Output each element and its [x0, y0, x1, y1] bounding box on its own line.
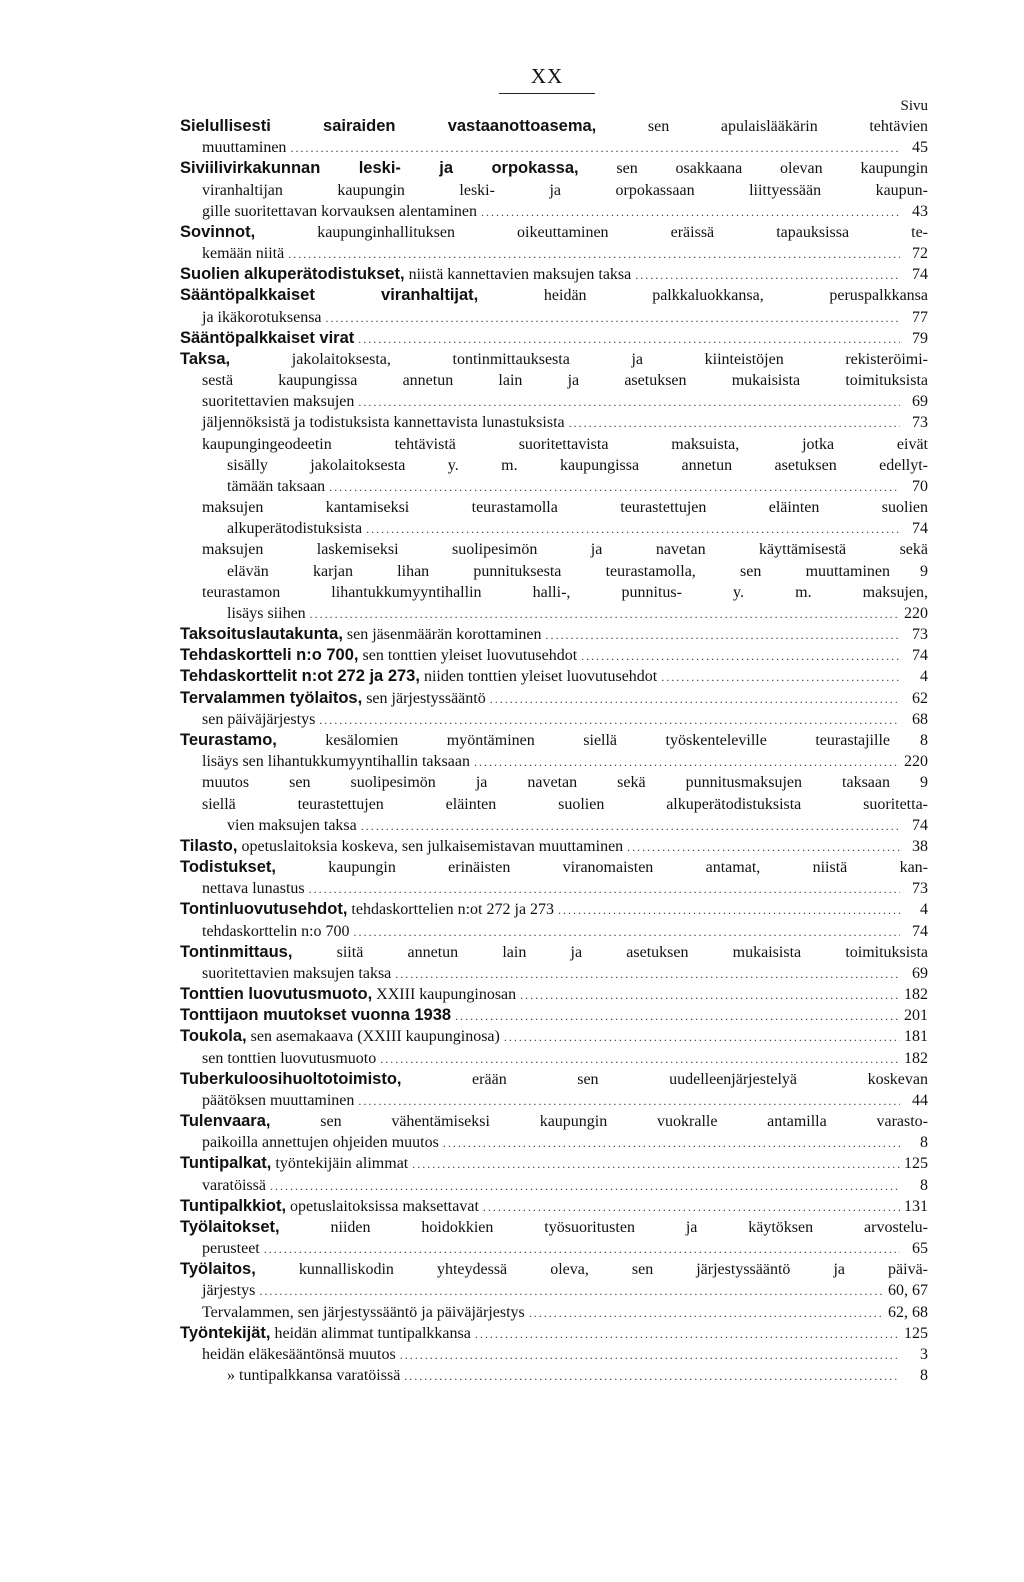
index-entry-text [202, 751, 470, 772]
index-entry-description: sen tonttien luovutusmuoto [202, 1049, 377, 1067]
dot-leader [380, 1049, 900, 1070]
index-headword: Tervalammen työlaitos, [180, 688, 363, 707]
index-entry-description: opetuslaitoksissa maksettavat [286, 1197, 479, 1215]
page-reference: 65 [912, 1240, 928, 1258]
dot-leader [546, 625, 901, 646]
index-headword: Työntekijät, [180, 1323, 271, 1342]
page-reference: 73 [912, 414, 928, 432]
index-headword: Sovinnot, [180, 222, 256, 241]
index-line [180, 1344, 928, 1365]
index-line [180, 1090, 928, 1111]
dot-leader [288, 244, 900, 265]
index-line [180, 1005, 928, 1026]
index-entry-description: kaupungingeodeetin tehtävistä suoritettavista maksuista, jotka eivät [202, 435, 928, 453]
index-line [180, 1238, 928, 1259]
index-line [180, 137, 928, 158]
index-entry-text [180, 899, 554, 920]
index-line [180, 264, 928, 285]
index-line [180, 539, 928, 560]
index-entry-description: sen tonttien yleiset luovutusehdot [358, 647, 578, 665]
index-line [180, 815, 928, 836]
page-reference: 38 [912, 837, 928, 855]
index-entry-text [180, 857, 928, 878]
page-reference: 8 [920, 731, 928, 749]
index-line [180, 1217, 928, 1238]
index-entry-description: teurastamon lihantukkumyyntihallin halli-, punnitus- y. m. maksujen, [202, 583, 928, 601]
dot-leader [558, 900, 900, 921]
index-headword: Toukola, [180, 1027, 247, 1046]
page-reference: 43 [912, 202, 928, 220]
page-reference: 8 [920, 1176, 928, 1194]
index-line [180, 1048, 928, 1069]
index-entry-text [180, 1259, 928, 1280]
index-headword: Tonttijaon muutokset vuonna 1938 [180, 1006, 452, 1025]
index-headword: Tuntipalkkiot, [180, 1196, 287, 1215]
page-reference: 8 [920, 1134, 928, 1152]
index-line [180, 180, 928, 201]
index-entry-text [180, 285, 928, 306]
index-entry-description: » tuntipalkkansa varatöissä [227, 1367, 401, 1385]
dot-leader [270, 1176, 900, 1197]
index-line [180, 603, 928, 624]
index-line [180, 1175, 928, 1196]
index-entry-description: siitä annetun lain ja asetuksen mukaisista toimituksista [292, 943, 928, 961]
index-line [180, 772, 928, 793]
index-headword: Työlaitos, [180, 1260, 256, 1279]
index-line [180, 582, 928, 603]
index-headword: Sääntöpalkkaiset virat [180, 328, 355, 347]
index-entry-description: alkuperätodistuksista [227, 520, 363, 538]
index-headword: Työlaitokset, [180, 1217, 280, 1236]
index-entry-description: lisäys siihen [227, 604, 306, 622]
page-reference: 125 [904, 1324, 928, 1342]
index-entry-description: sen apulaislääkärin tehtävien [596, 118, 928, 135]
index-entry-text [202, 1238, 260, 1259]
dot-leader [627, 837, 900, 858]
index-entry-text [202, 1302, 525, 1323]
index-entry-description: tehdaskorttelin n:o 700 [202, 922, 350, 940]
index-line [180, 243, 928, 264]
dot-leader [581, 646, 900, 667]
index-entry-text [180, 222, 928, 243]
index-entry-description: siellä teurastettujen eläinten suolien alkuperätodistuksista suoritetta- [202, 795, 928, 813]
dot-leader [483, 1197, 900, 1218]
index-entry-text [180, 688, 486, 709]
index-line [180, 349, 928, 370]
index-line [180, 1111, 928, 1132]
index-headword: Tilasto, [180, 836, 238, 855]
index-line [180, 285, 928, 306]
column-label-sivu: Sivu [900, 98, 928, 114]
dot-leader [490, 689, 900, 710]
index-entry-text [202, 921, 350, 942]
index-line [180, 709, 928, 730]
index-entry-description: järjestys [202, 1282, 256, 1300]
index-entry-description: sestä kaupungissa annetun lain ja asetuksen mukaisista toimituksista [202, 372, 928, 390]
index-entry-text [202, 243, 284, 264]
page-reference: 69 [912, 393, 928, 411]
page-reference: 74 [912, 647, 928, 665]
index-entry-text [202, 794, 928, 815]
dot-leader [404, 1366, 900, 1387]
index-line [180, 158, 928, 179]
index-line [180, 222, 928, 243]
index-entry-description: sen vähentämiseksi kaupungin vuokralle antamilla varasto- [270, 1113, 928, 1131]
index-entry-text [227, 561, 890, 582]
dot-leader [326, 308, 900, 329]
index-line [180, 1153, 928, 1174]
index-entry-description: varatöissä [202, 1176, 266, 1194]
index-entry-description: kunnalliskodin yhteydessä oleva, sen järjestyssääntö ja päivä- [255, 1261, 928, 1279]
index-line [180, 201, 928, 222]
index-entry-description: niiden hoidokkien työsuoritusten ja käytöksen arvostelu- [279, 1218, 928, 1236]
index-entry-description: sisälly jakolaitoksesta y. m. kaupungissa annetun asetuksen edellyt- [227, 456, 928, 474]
index-entry-description: opetuslaitoksia koskeva, sen julkaisemistavan muuttaminen [237, 837, 624, 855]
index-line [180, 1132, 928, 1153]
dot-leader [358, 392, 900, 413]
index-line [180, 1196, 928, 1217]
index-line [180, 878, 928, 899]
page-reference: 220 [904, 753, 928, 771]
index-entry-description: viranhaltijan kaupungin leski- ja orpokassaan liittyessään kaupun- [202, 181, 928, 199]
index-entry-text [202, 497, 928, 518]
index-line [180, 1323, 928, 1344]
index-headword: Taksa, [180, 349, 231, 368]
index-entry-description: kaupungin erinäisten viranomaisten antamat, niistä kan- [275, 859, 928, 877]
page-reference: 9 [920, 562, 928, 580]
index-line [180, 857, 928, 878]
index-line [180, 434, 928, 455]
index-entry-text [202, 582, 928, 603]
dot-leader [520, 985, 900, 1006]
index-entry-text [180, 1026, 500, 1047]
index-headword: Suolien alkuperätodistukset, [180, 265, 405, 284]
page-reference: 8 [920, 1367, 928, 1385]
dot-leader [259, 1281, 884, 1302]
index-entry-text [202, 412, 565, 433]
index-entry-description: XXIII kaupunginosan [372, 986, 517, 1004]
dot-leader [475, 1324, 900, 1345]
header-rule [499, 93, 595, 94]
index-headword: Teurastamo, [180, 730, 277, 749]
index-entry-text [202, 539, 928, 560]
index-line [180, 116, 928, 137]
index-headword: Tontinmittaus, [180, 942, 293, 961]
index-entry-description: maksujen kantamiseksi teurastamolla teurastettujen eläinten suolien [202, 499, 928, 517]
dot-leader [569, 413, 900, 434]
index-entry-text [180, 1217, 928, 1238]
page-reference: 73 [912, 880, 928, 898]
index-page [180, 64, 928, 1386]
index-line [180, 412, 928, 433]
page-number-roman: XX [530, 64, 564, 88]
page-reference: 74 [912, 922, 928, 940]
page-reference: 79 [912, 329, 928, 347]
index-entry-description: elävän karjan lihan punnituksesta teurastamolla, sen muuttaminen [227, 562, 890, 580]
index-entry-text [180, 1069, 928, 1090]
page-reference: 220 [904, 604, 928, 622]
index-entry-description: kemään niitä [202, 245, 285, 263]
index-entry-text [227, 815, 357, 836]
dot-leader [474, 752, 900, 773]
index-headword: Tuberkuloosihuoltotoimisto, [180, 1069, 402, 1088]
index-entry-text [180, 1196, 479, 1217]
dot-leader [309, 879, 900, 900]
index-line [180, 836, 928, 857]
index-entry-text [202, 370, 928, 391]
index-entry-description: paikoilla annettujen ohjeiden muutos [202, 1134, 439, 1152]
dot-leader [443, 1133, 900, 1154]
page-reference: 4 [920, 668, 928, 686]
dot-leader [395, 964, 900, 985]
index-entry-text [180, 116, 928, 137]
index-line [180, 899, 928, 920]
index-line [180, 391, 928, 412]
index-line [180, 1280, 928, 1301]
index-headword: Tehdaskortteli n:o 700, [180, 646, 359, 665]
index-entry-description: muuttaminen [202, 139, 287, 157]
index-line [180, 1026, 928, 1047]
dot-leader [358, 329, 900, 350]
index-headword: Sielullisesti sairaiden vastaanottoasema, [180, 117, 597, 135]
index-headword: Siviilivirkakunnan leski- ja orpokassa, [180, 159, 579, 178]
dot-leader [504, 1027, 900, 1048]
index-line [180, 1365, 928, 1386]
index-entry-text [180, 158, 928, 179]
dot-leader [661, 667, 900, 688]
dot-leader [635, 265, 900, 286]
index-entry-description: niiden tonttien yleiset luovutusehdot [419, 668, 658, 686]
index-headword: Todistukset, [180, 858, 276, 877]
index-line [180, 455, 928, 476]
index-entry-description: sen jäsenmäärän korottaminen [342, 626, 542, 644]
index-entry-text [202, 201, 477, 222]
index-entry-text [202, 772, 890, 793]
page-reference: 68 [912, 710, 928, 728]
dot-leader [319, 710, 900, 731]
page-reference: 77 [912, 308, 928, 326]
index-entry-text [202, 1048, 376, 1069]
dot-leader [529, 1303, 884, 1324]
index-line [180, 328, 928, 349]
index-entry-description: sen päiväjärjestys [202, 710, 316, 728]
page-reference: 62, 68 [888, 1303, 928, 1321]
index-entry-description: niistä kannettavien maksujen taksa [404, 266, 632, 284]
index-entry-description: kaupunginhallituksen oikeuttaminen eräissä tapauksissa te- [255, 223, 928, 241]
index-entry-text [202, 1132, 439, 1153]
index-line [180, 730, 928, 751]
index-entry-description: sen osakkaana olevan kaupungin [578, 160, 929, 178]
index-entry-description: tämään taksaan [227, 477, 326, 495]
index-entry-text [180, 624, 542, 645]
index-entry-text [202, 878, 305, 899]
dot-leader [290, 138, 900, 159]
index-entry-text [180, 1153, 408, 1174]
index-entry-description: sen asemakaava (XXIII kaupunginosa) [246, 1028, 500, 1046]
index-entry-description: tehdaskorttelien n:ot 272 ja 273 [347, 901, 555, 919]
page-reference: 60, 67 [888, 1282, 928, 1300]
index-entry-text [180, 349, 928, 370]
index-line [180, 666, 928, 687]
index-entry-description: Tervalammen, sen järjestyssääntö ja päiväjärjestys [202, 1303, 525, 1321]
index-entry-description: heidän alimmat tuntipalkkansa [270, 1324, 471, 1342]
index-line [180, 751, 928, 772]
index-line [180, 1302, 928, 1323]
dot-leader [400, 1345, 900, 1366]
index-line [180, 963, 928, 984]
index-headword: Tulenvaara, [180, 1112, 271, 1131]
index-entry-description: jäljennöksistä ja todistuksista kannettavista lunastuksista [202, 414, 565, 432]
index-entry-description: perusteet [202, 1240, 260, 1258]
index-entry-description: maksujen laskemiseksi suolipesimön ja navetan käyttämisestä sekä [202, 541, 928, 559]
index-entry-description: työntekijäin alimmat [271, 1155, 409, 1173]
index-entry-description: heidän eläkesääntönsä muutos [202, 1345, 396, 1363]
page-reference: 182 [904, 1049, 928, 1067]
index-entry-text [227, 1365, 400, 1386]
index-line [180, 518, 928, 539]
index-entry-text [227, 476, 325, 497]
index-entry-description: gille suoritettavan korvauksen alentaminen [202, 202, 478, 220]
index-line [180, 794, 928, 815]
index-entry-description: nettava lunastus [202, 880, 305, 898]
page-reference: 72 [912, 245, 928, 263]
index-entry-text [180, 645, 577, 666]
page-reference: 44 [912, 1091, 928, 1109]
dot-leader [412, 1154, 900, 1175]
index-entry-description: päätöksen muuttaminen [202, 1091, 355, 1109]
index-headword: Tonttien luovutusmuoto, [180, 985, 373, 1004]
index-entry-text [180, 1111, 928, 1132]
index-entry-text [180, 984, 516, 1005]
index-entry-text [227, 518, 362, 539]
index-entry-description: jakolaitoksesta, tontinmittauksesta ja kiinteistöjen rekisteröimi- [230, 350, 928, 368]
dot-leader [481, 202, 900, 223]
index-entry-text [202, 180, 928, 201]
index-entries [180, 116, 928, 1386]
index-entry-text [180, 730, 890, 751]
index-headword: Tontinluovutusehdot, [180, 900, 348, 919]
index-entry-text [202, 1280, 255, 1301]
index-entry-text [227, 603, 306, 624]
index-headword: Taksoituslautakunta, [180, 625, 343, 644]
index-entry-description: suoritettavien maksujen [202, 393, 355, 411]
dot-leader [310, 604, 900, 625]
dot-leader [455, 1006, 900, 1027]
page-reference: 70 [912, 477, 928, 495]
dot-leader [361, 816, 900, 837]
index-entry-text [202, 1344, 396, 1365]
page-reference: 74 [912, 520, 928, 538]
index-line [180, 984, 928, 1005]
index-headword: Sääntöpalkkaiset viranhaltijat, [180, 286, 479, 305]
index-headword: Tuntipalkat, [180, 1154, 272, 1173]
index-line [180, 561, 928, 582]
index-entry-text [202, 1090, 354, 1111]
index-entry-description: kesälomien myöntäminen siellä työskenteleville teurastajille [276, 731, 890, 749]
dot-leader [329, 477, 900, 498]
index-entry-text [202, 434, 928, 455]
page-reference: 62 [912, 689, 928, 707]
index-line [180, 645, 928, 666]
page-reference: 4 [920, 901, 928, 919]
index-entry-description: erään sen uudelleenjärjestelyä koskevan [401, 1070, 928, 1088]
index-entry-text [180, 264, 631, 285]
index-entry-description: suoritettavien maksujen taksa [202, 964, 392, 982]
index-line [180, 497, 928, 518]
index-entry-text [180, 1005, 451, 1026]
page-reference: 74 [912, 266, 928, 284]
index-entry-text [202, 307, 322, 328]
index-line [180, 476, 928, 497]
index-entry-description: vien maksujen taksa [227, 816, 357, 834]
dot-leader [358, 1091, 900, 1112]
index-entry-text [180, 328, 354, 349]
index-line [180, 688, 928, 709]
index-line [180, 624, 928, 645]
page-reference: 131 [904, 1197, 928, 1215]
page-reference: 69 [912, 964, 928, 982]
index-entry-description: ja ikäkorotuksensa [202, 308, 322, 326]
index-entry-text [202, 137, 286, 158]
page-reference: 125 [904, 1155, 928, 1173]
index-entry-description: heidän palkkaluokkansa, peruspalkkansa [478, 287, 928, 305]
index-entry-description: lisäys sen lihantukkumyyntihallin taksaan [202, 753, 470, 771]
index-entry-text [180, 836, 623, 857]
index-line [180, 921, 928, 942]
index-entry-text [180, 942, 928, 963]
page-reference: 181 [904, 1028, 928, 1046]
index-entry-text [180, 1323, 471, 1344]
page-reference: 3 [920, 1345, 928, 1363]
index-entry-text [202, 963, 391, 984]
page-reference: 45 [912, 139, 928, 157]
dot-leader [264, 1239, 900, 1260]
index-headword: Tehdaskorttelit n:ot 272 ja 273, [180, 667, 420, 686]
index-entry-text [227, 455, 928, 476]
index-line [180, 307, 928, 328]
index-line [180, 1259, 928, 1280]
page-reference: 74 [912, 816, 928, 834]
page-reference: 73 [912, 626, 928, 644]
page-reference: 9 [920, 774, 928, 792]
index-entry-description: muutos sen suolipesimön ja navetan sekä punnitusmaksujen taksaan [202, 774, 890, 792]
index-entry-text [202, 1175, 266, 1196]
dot-leader [354, 922, 900, 943]
index-entry-description: sen järjestyssääntö [362, 689, 486, 707]
index-entry-text [202, 709, 315, 730]
page-reference: 182 [904, 986, 928, 1004]
index-entry-text [180, 666, 657, 687]
index-entry-text [202, 391, 354, 412]
index-line [180, 942, 928, 963]
page-reference: 201 [904, 1007, 928, 1025]
index-line [180, 1069, 928, 1090]
index-line [180, 370, 928, 391]
dot-leader [366, 519, 900, 540]
